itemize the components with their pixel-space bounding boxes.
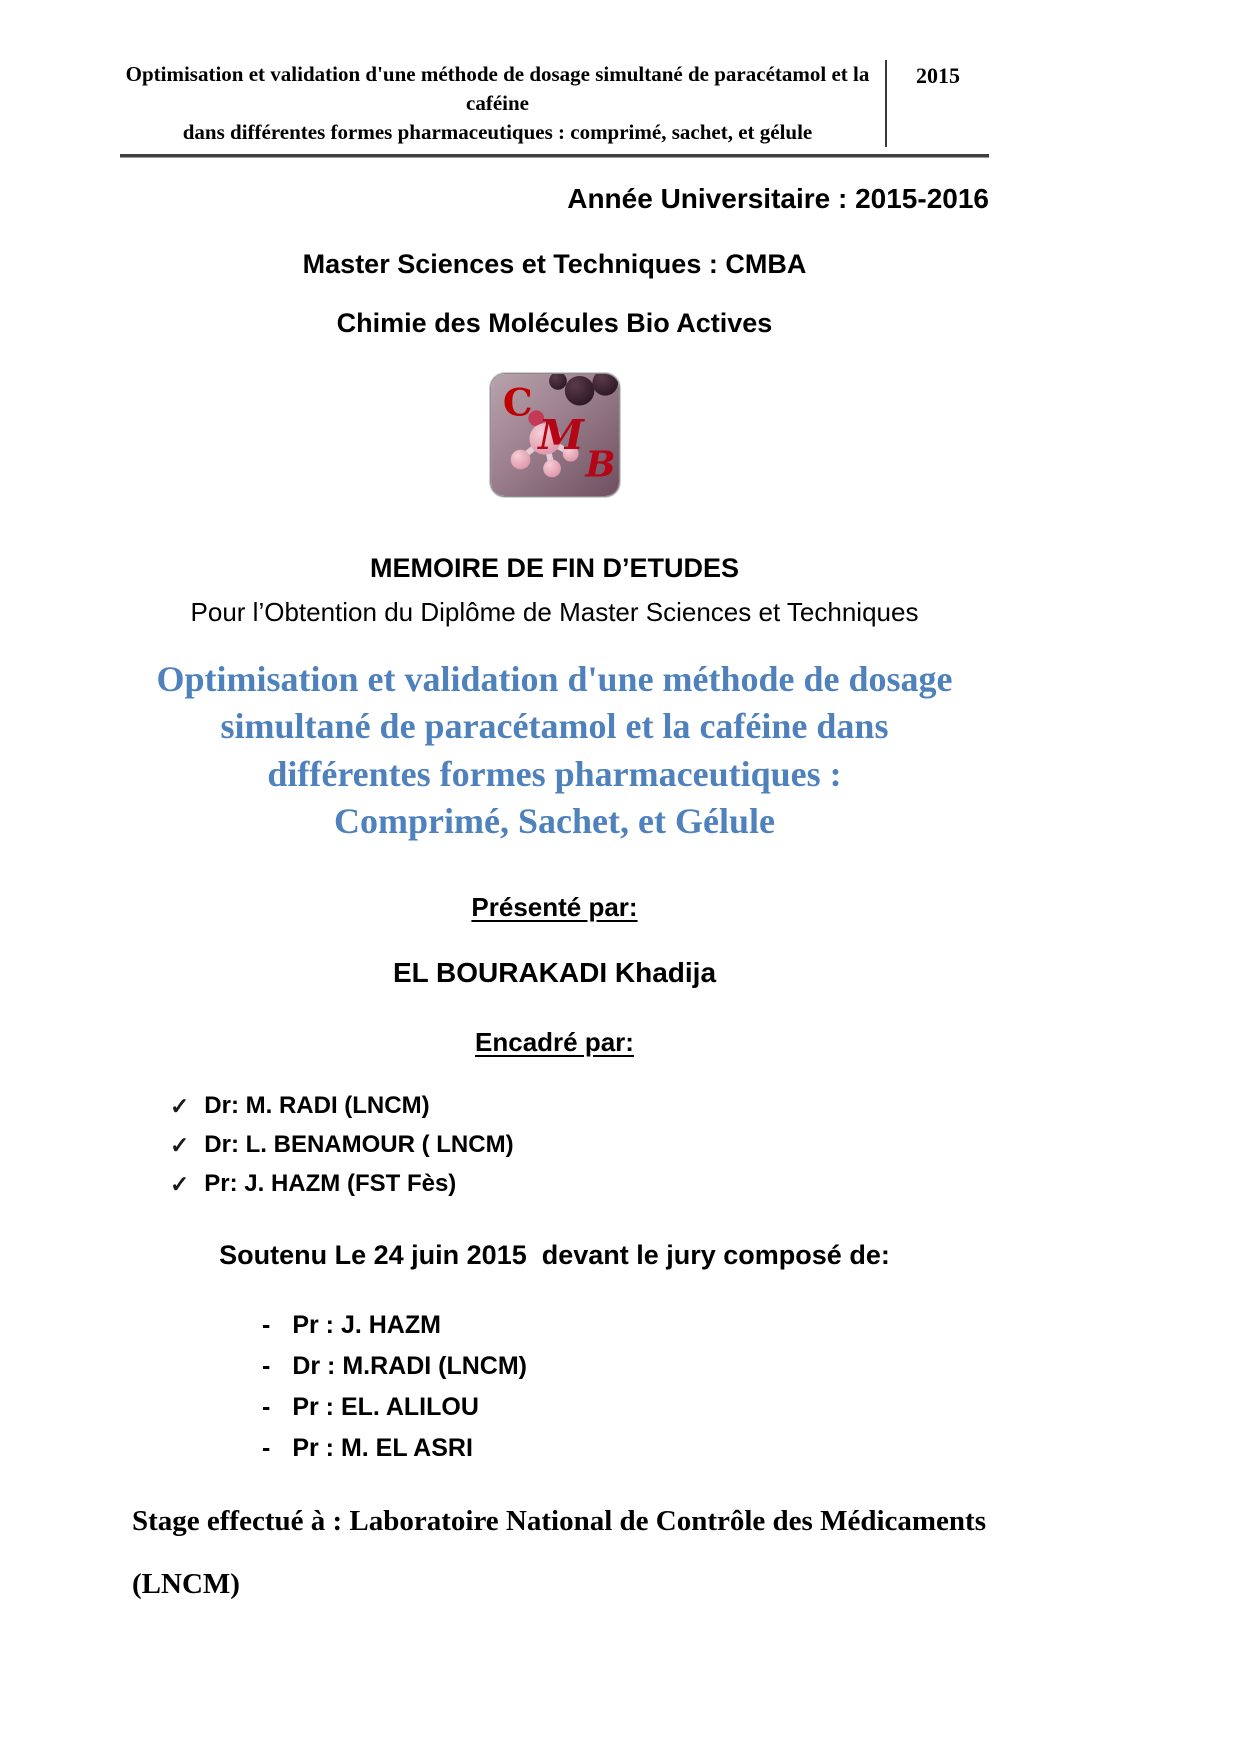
list-item — [262, 1311, 989, 1340]
thesis-title-line: différentes formes pharmaceutiques : — [267, 753, 842, 794]
jury-member: Pr : J. HAZM — [292, 1310, 441, 1339]
internship-line: Stage effectué à : Laboratoire National de Contrôle des Médicaments — [132, 1504, 986, 1537]
master-line: Master Sciences et Techniques : CMBA — [302, 248, 807, 279]
dash-icon: - — [262, 1392, 271, 1421]
list-item — [262, 1352, 989, 1381]
header-title-line2: dans différentes formes pharmaceutiques : comprimé, sachet, et gélule — [182, 119, 813, 144]
header-year: 2015 — [885, 60, 989, 147]
header-divider — [120, 154, 989, 158]
internship-line-2: (LNCM) — [132, 1567, 240, 1600]
supervised-by-label: Encadré par: — [475, 1026, 634, 1057]
diplome-line: Pour l’Obtention du Diplôme de Master Sciences et Techniques — [190, 596, 919, 627]
academic-year: Année Universitaire : 2015-2016 — [567, 182, 989, 214]
list-item — [170, 1092, 989, 1120]
checkmark-icon: ✓ — [170, 1170, 190, 1197]
list-item — [262, 1393, 989, 1422]
jury-list — [120, 1311, 989, 1463]
dash-icon: - — [262, 1351, 271, 1380]
page-header — [120, 60, 989, 147]
author-name: EL BOURAKADI Khadija — [392, 956, 717, 988]
list-item — [262, 1434, 989, 1463]
list-item — [170, 1170, 989, 1198]
thesis-title-line: Comprimé, Sachet, et Gélule — [334, 801, 775, 842]
molecule-logo-graphic — [491, 374, 619, 496]
supervisor-list — [120, 1092, 989, 1198]
jury-member: Dr : M.RADI (LNCM) — [292, 1351, 528, 1380]
supervisor-name: Dr: L. BENAMOUR ( LNCM) — [204, 1130, 514, 1158]
memoire-title: MEMOIRE DE FIN D’ETUDES — [369, 552, 740, 583]
list-item — [170, 1131, 989, 1159]
header-title — [120, 60, 885, 147]
thesis-title-line: simultané de paracétamol et la caféine dans — [220, 706, 889, 747]
presented-by-label: Présenté par: — [471, 891, 638, 922]
jury-member: Pr : EL. ALILOU — [292, 1392, 479, 1421]
specialty-line: Chimie des Molécules Bio Actives — [336, 307, 773, 338]
logo-letter-c: C — [502, 380, 533, 425]
supervisor-name: Pr: J. HAZM (FST Fès) — [204, 1169, 457, 1197]
logo-letter-b: B — [585, 444, 615, 486]
logo-letter-m: M — [537, 409, 584, 459]
jury-member: Pr : M. EL ASRI — [292, 1433, 473, 1462]
header-title-line1: Optimisation et validation d'une méthode de dosage simultané de paracétamol et la caféine — [125, 62, 870, 115]
defense-line: Soutenu Le 24 juin 2015 devant le jury composé de: — [219, 1239, 890, 1270]
thesis-title — [120, 656, 989, 846]
dash-icon: - — [262, 1310, 271, 1339]
cmba-logo — [490, 373, 620, 497]
dash-icon: - — [262, 1433, 271, 1462]
supervisor-name: Dr: M. RADI (LNCM) — [204, 1091, 430, 1119]
thesis-title-line: Optimisation et validation d'une méthode de dosage — [156, 658, 953, 699]
checkmark-icon: ✓ — [170, 1131, 190, 1158]
checkmark-icon: ✓ — [170, 1092, 190, 1119]
